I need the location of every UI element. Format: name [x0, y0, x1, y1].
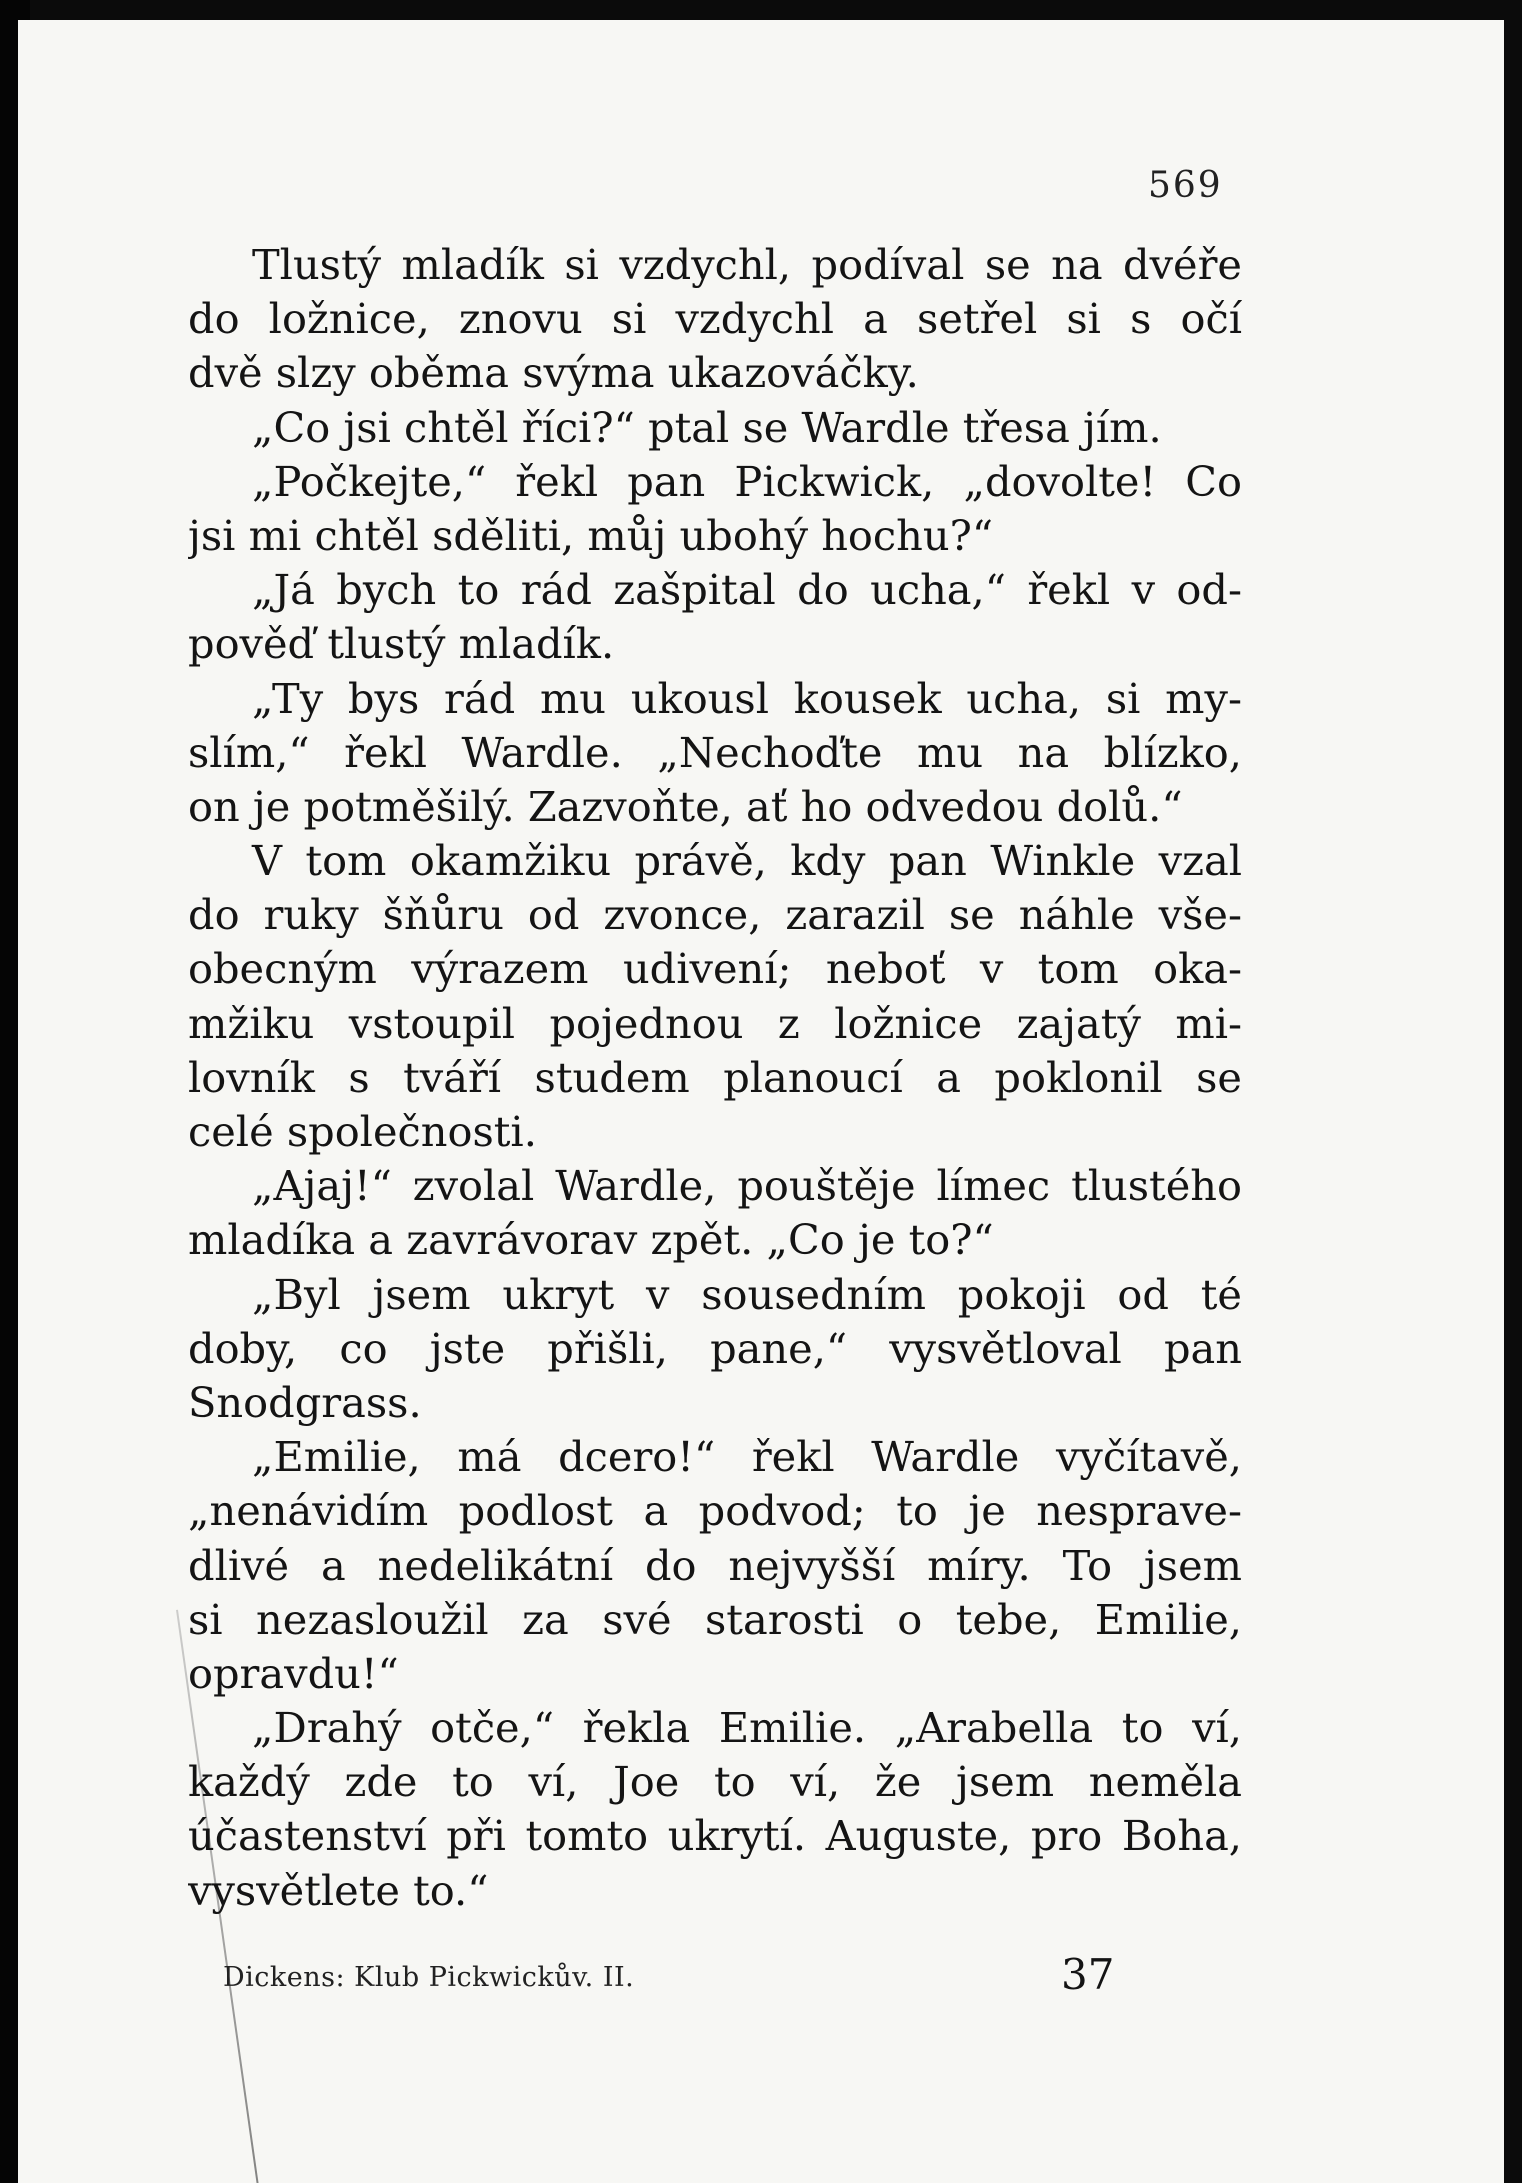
text-line: do ruky šňůru od zvonce, zarazil se náhle vše-: [188, 890, 1242, 940]
text-line: „Počkejte,“ řekl pan Pickwick, „dovolte! Co: [252, 456, 1242, 506]
text-line: „Ty bys rád mu ukousl kousek ucha, si my-: [252, 673, 1242, 723]
text-line: jsi mi chtěl sděliti, můj ubohý hochu?“: [188, 510, 994, 560]
text-line: lovník s tváří studem planoucí a poklonil se: [188, 1052, 1242, 1102]
text-line: obecným výrazem udivení; neboť v tom oka-: [188, 944, 1242, 994]
text-line: „nenávidím podlost a podvod; to je nesprave-: [188, 1486, 1242, 1536]
body-text: [188, 238, 1242, 1918]
text-line: „Já bych to rád zašpital do ucha,“ řekl v od-: [252, 565, 1242, 615]
page-number-bottom: 37: [1061, 1950, 1115, 1999]
text-line: opravdu!“: [188, 1648, 399, 1698]
text-line: „Emilie, má dcero!“ řekl Wardle vyčítavě,: [252, 1432, 1242, 1482]
text-line: Snodgrass.: [188, 1377, 422, 1427]
text-line: vysvětlete to.“: [188, 1865, 489, 1915]
text-line: Tlustý mladík si vzdychl, podíval se na dvéře: [252, 240, 1242, 289]
text-line: mladíka a zavrávorav zpět. „Co je to?“: [188, 1215, 994, 1265]
text-line: účastenství při tomto ukrytí. Auguste, pro Boha,: [188, 1811, 1242, 1861]
text-line: on je potměšilý. Zazvoňte, ať ho odvedou dolů.“: [188, 781, 1183, 831]
text-line: slím,“ řekl Wardle. „Nechoďte mu na blízko,: [188, 727, 1242, 777]
text-line: doby, co jste přišli, pane,“ vysvětloval pan: [188, 1323, 1242, 1373]
text-line: si nezasloužil za své starosti o tebe, Emilie,: [188, 1594, 1242, 1644]
text-line: V tom okamžiku právě, kdy pan Winkle vzal: [252, 836, 1242, 886]
text-line: „Co jsi chtěl říci?“ ptal se Wardle třesa jím.: [252, 402, 1162, 452]
text-line: do ložnice, znovu si vzdychl a setřel si s očí: [188, 294, 1242, 344]
text-line: celé společnosti.: [188, 1107, 537, 1156]
text-line: každý zde to ví, Joe to ví, že jsem neměla: [188, 1757, 1242, 1807]
text-line: „Byl jsem ukryt v sousedním pokoji od té: [252, 1269, 1242, 1319]
signature-footer: Dickens: Klub Pickwickův. II.: [223, 1962, 635, 1993]
book-page: [18, 20, 1504, 2183]
page-number-top: 569: [1148, 165, 1223, 206]
text-line: „Drahý otče,“ řekla Emilie. „Arabella to ví,: [252, 1703, 1242, 1753]
text-line: dlivé a nedelikátní do nejvyšší míry. To jsem: [188, 1540, 1242, 1590]
text-line: dvě slzy oběma svýma ukazováčky.: [188, 348, 919, 398]
text-line: „Ajaj!“ zvolal Wardle, pouštěje límec tlustého: [252, 1161, 1242, 1211]
text-line: mžiku vstoupil pojednou z ložnice zajatý mi-: [188, 998, 1242, 1048]
text-line: pověď tlustý mladík.: [188, 619, 615, 669]
